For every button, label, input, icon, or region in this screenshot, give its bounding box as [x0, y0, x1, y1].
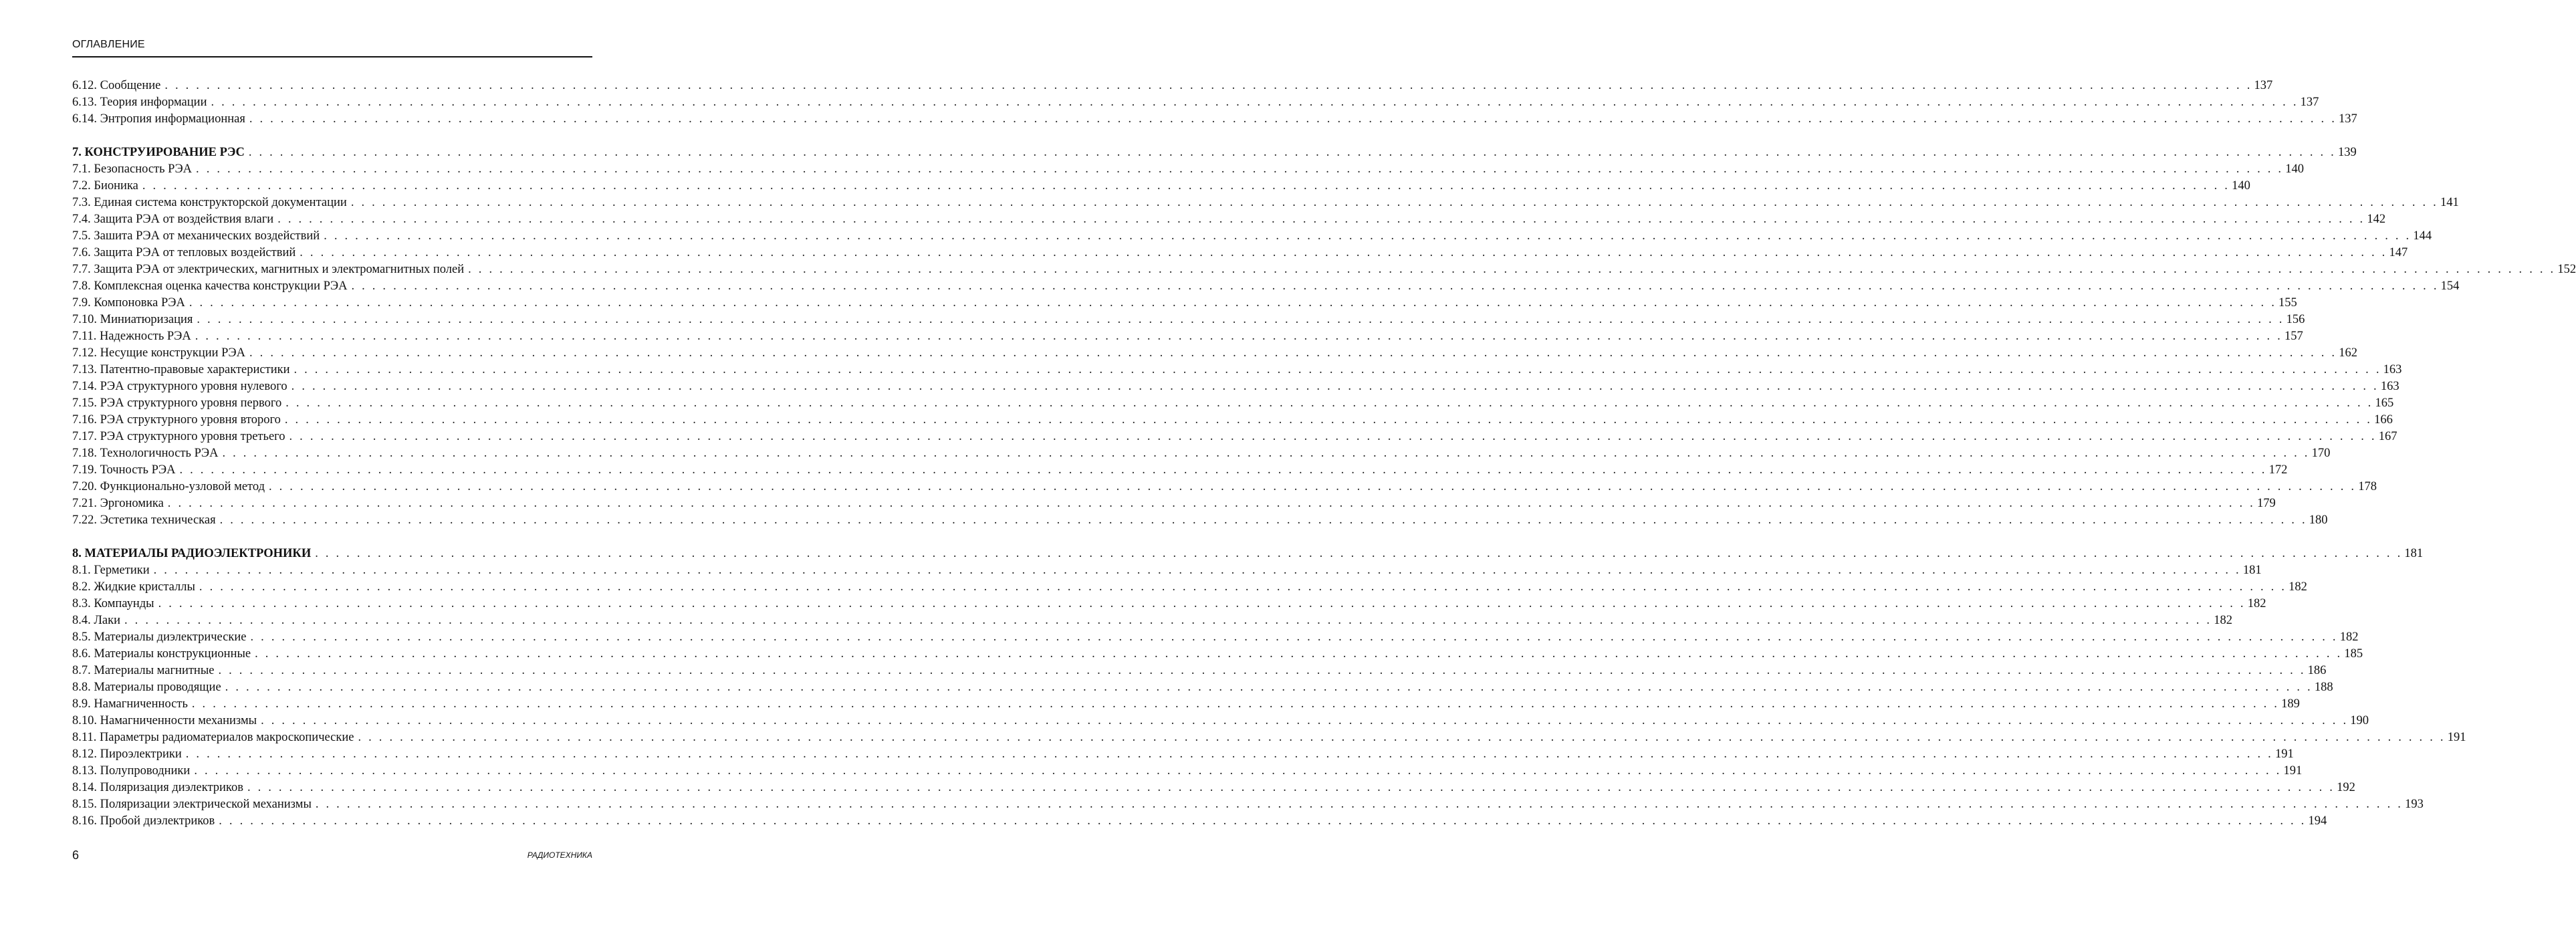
- table-of-contents: [72, 78, 2576, 830]
- entry-title: 7.6. Защита РЭА от тепловых воздействий: [72, 246, 296, 259]
- entry-page-number: 188: [2314, 681, 2333, 694]
- toc-section: [72, 546, 2466, 830]
- footer-page-number: 6: [72, 848, 80, 862]
- entry-page-number: 140: [2285, 162, 2304, 176]
- dot-leader: . . . . . . . . . . . . . . . . . . . . . . . . . . . . . . . . . . . . . . . . . . . . . . . . . . . . . . . . . . . . . . . . . . . . . . . . . . . . . . . . . . . . . . . . . . . . . . . . . . . . . . . . . . . . . . . . . . . . . . . . . . . . . . . . . . . . . . . . . . . . . . . . . . . . . . . . . . . . . . . . . . . . . . . . . . . . . . . . . . . . . . . . . . . . . . . . . . . . . . . .: [225, 681, 2313, 694]
- entry-title: 7.18. Технологичность РЭА: [72, 447, 219, 460]
- entry-page-number: 193: [2405, 798, 2424, 811]
- header-divider: [72, 56, 592, 57]
- toc-section: [72, 144, 2576, 529]
- dot-leader: . . . . . . . . . . . . . . . . . . . . . . . . . . . . . . . . . . . . . . . . . . . . . . . . . . . . . . . . . . . . . . . . . . . . . . . . . . . . . . . . . . . . . . . . . . . . . . . . . . . . . . . . . . . . . . . . . . . . . . . . . . . . . . . . . . . . . . . . . . . . . . . . . . . . . . . . . . . . . . . . . . . . . . . . . . . . . . . . . . . . . . . . . . . . . . . . . . . . . . . .: [199, 580, 2287, 594]
- dot-leader: . . . . . . . . . . . . . . . . . . . . . . . . . . . . . . . . . . . . . . . . . . . . . . . . . . . . . . . . . . . . . . . . . . . . . . . . . . . . . . . . . . . . . . . . . . . . . . . . . . . . . . . . . . . . . . . . . . . . . . . . . . . . . . . . . . . . . . . . . . . . . . . . . . . . . . . . . . . . . . . . . . . . . . . . . . . . . . . . . . . . . . . . . . . . . . . . . . . . . . . .: [197, 313, 2285, 326]
- dot-leader: . . . . . . . . . . . . . . . . . . . . . . . . . . . . . . . . . . . . . . . . . . . . . . . . . . . . . . . . . . . . . . . . . . . . . . . . . . . . . . . . . . . . . . . . . . . . . . . . . . . . . . . . . . . . . . . . . . . . . . . . . . . . . . . . . . . . . . . . . . . . . . . . . . . . . . . . . . . . . . . . . . . . . . . . . . . . . . . . . . . . . . . . . . . . . . . . . . . . . . . .: [219, 513, 2307, 527]
- entry-title: 6.14. Энтропия информационная: [72, 112, 245, 126]
- entry-page-number: 163: [2380, 380, 2399, 393]
- toc-entry: [72, 796, 2424, 813]
- entry-title: 8.13. Полупроводники: [72, 764, 191, 778]
- dot-leader: . . . . . . . . . . . . . . . . . . . . . . . . . . . . . . . . . . . . . . . . . . . . . . . . . . . . . . . . . . . . . . . . . . . . . . . . . . . . . . . . . . . . . . . . . . . . . . . . . . . . . . . . . . . . . . . . . . . . . . . . . . . . . . . . . . . . . . . . . . . . . . . . . . . . . . . . . . . . . . . . . . . . . . . . . . . . . . . . . . . . . . . . . . . . . . . . . . . . . . . .: [191, 697, 2280, 711]
- toc-entry: [72, 495, 2276, 512]
- entry-title: 7.2. Бионика: [72, 179, 138, 193]
- toc-entry: [72, 111, 2357, 128]
- dot-leader: . . . . . . . . . . . . . . . . . . . . . . . . . . . . . . . . . . . . . . . . . . . . . . . . . . . . . . . . . . . . . . . . . . . . . . . . . . . . . . . . . . . . . . . . . . . . . . . . . . . . . . . . . . . . . . . . . . . . . . . . . . . . . . . . . . . . . . . . . . . . . . . . . . . . . . . . . . . . . . . . . . . . . . . . . . . . . . . . . . . . . . . . . . . . . . . . . . . . . . . .: [350, 196, 2438, 209]
- entry-page-number: 144: [2413, 229, 2432, 243]
- entry-page-number: 172: [2268, 463, 2288, 477]
- toc-entry: [72, 345, 2357, 362]
- chapter-title: 8. МАТЕРИАЛЫ РАДИОЭЛЕКТРОНИКИ: [72, 547, 312, 560]
- entry-page-number: 181: [2242, 564, 2262, 577]
- dot-leader: . . . . . . . . . . . . . . . . . . . . . . . . . . . . . . . . . . . . . . . . . . . . . . . . . . . . . . . . . . . . . . . . . . . . . . . . . . . . . . . . . . . . . . . . . . . . . . . . . . . . . . . . . . . . . . . . . . . . . . . . . . . . . . . . . . . . . . . . . . . . . . . . . . . . . . . . . . . . . . . . . . . . . . . . . . . . . . . . . . . . . . . . . . . . . . . . . . . . . . . .: [250, 630, 2338, 644]
- entry-page-number: 165: [2375, 396, 2394, 410]
- entry-title: 8.2. Жидкие кристаллы: [72, 580, 195, 594]
- dot-leader: . . . . . . . . . . . . . . . . . . . . . . . . . . . . . . . . . . . . . . . . . . . . . . . . . . . . . . . . . . . . . . . . . . . . . . . . . . . . . . . . . . . . . . . . . . . . . . . . . . . . . . . . . . . . . . . . . . . . . . . . . . . . . . . . . . . . . . . . . . . . . . . . . . . . . . . . . . . . . . . . . . . . . . . . . . . . . . . . . . . . . . . . . . . . . . . . . . . . . . . .: [289, 430, 2377, 443]
- entry-title: 7.14. РЭА структурного уровня нулевого: [72, 380, 287, 393]
- toc-entry: [72, 813, 2327, 830]
- entry-title: 8.9. Намагниченность: [72, 697, 188, 711]
- dot-leader: . . . . . . . . . . . . . . . . . . . . . . . . . . . . . . . . . . . . . . . . . . . . . . . . . . . . . . . . . . . . . . . . . . . . . . . . . . . . . . . . . . . . . . . . . . . . . . . . . . . . . . . . . . . . . . . . . . . . . . . . . . . . . . . . . . . . . . . . . . . . . . . . . . . . . . . . . . . . . . . . . . . . . . . . . . . . . . . . . . . . . . . . . . . . . . . . . . . . . . . .: [153, 564, 2241, 577]
- toc-entry: [72, 412, 2393, 429]
- toc-entry: [72, 763, 2303, 780]
- toc-entry: [72, 512, 2328, 529]
- entry-title: 8.8. Материалы проводящие: [72, 681, 221, 694]
- toc-entry: [72, 612, 2232, 629]
- dot-leader: . . . . . . . . . . . . . . . . . . . . . . . . . . . . . . . . . . . . . . . . . . . . . . . . . . . . . . . . . . . . . . . . . . . . . . . . . . . . . . . . . . . . . . . . . . . . . . . . . . . . . . . . . . . . . . . . . . . . . . . . . . . . . . . . . . . . . . . . . . . . . . . . . . . . . . . . . . . . . . . . . . . . . . . . . . . . . . . . . . . . . . . . . . . . . . . . . . . . . . . .: [189, 296, 2277, 310]
- entry-title: 7.22. Эстетика техническая: [72, 513, 216, 527]
- footer-book-title: РАДИОТЕХНИКА: [527, 850, 592, 860]
- entry-title: 7.17. РЭА структурного уровня третьего: [72, 430, 285, 443]
- entry-title: 6.12. Сообщение: [72, 79, 161, 92]
- toc-entry: [72, 746, 2294, 763]
- entry-title: 7.1. Безопасность РЭА: [72, 162, 193, 176]
- entry-page-number: 141: [2440, 196, 2459, 209]
- dot-leader: . . . . . . . . . . . . . . . . . . . . . . . . . . . . . . . . . . . . . . . . . . . . . . . . . . . . . . . . . . . . . . . . . . . . . . . . . . . . . . . . . . . . . . . . . . . . . . . . . . . . . . . . . . . . . . . . . . . . . . . . . . . . . . . . . . . . . . . . . . . . . . . . . . . . . . . . . . . . . . . . . . . . . . . . . . . . . . . . . . . . . . . . . . . . . . . . . . . . . . . .: [294, 363, 2381, 376]
- dot-leader: . . . . . . . . . . . . . . . . . . . . . . . . . . . . . . . . . . . . . . . . . . . . . . . . . . . . . . . . . . . . . . . . . . . . . . . . . . . . . . . . . . . . . . . . . . . . . . . . . . . . . . . . . . . . . . . . . . . . . . . . . . . . . . . . . . . . . . . . . . . . . . . . . . . . . . . . . . . . . . . . . . . . . . . . . . . . . . . . . . . . . . . . . . . . . . . . . . . . . . . .: [468, 263, 2556, 276]
- entry-page-number: 167: [2378, 430, 2397, 443]
- dot-leader: . . . . . . . . . . . . . . . . . . . . . . . . . . . . . . . . . . . . . . . . . . . . . . . . . . . . . . . . . . . . . . . . . . . . . . . . . . . . . . . . . . . . . . . . . . . . . . . . . . . . . . . . . . . . . . . . . . . . . . . . . . . . . . . . . . . . . . . . . . . . . . . . . . . . . . . . . . . . . . . . . . . . . . . . . . . . . . . . . . . . . . . . . . . . . . . . . . . . . . . .: [195, 330, 2282, 343]
- entry-title: 8.1. Герметики: [72, 564, 150, 577]
- dot-leader: . . . . . . . . . . . . . . . . . . . . . . . . . . . . . . . . . . . . . . . . . . . . . . . . . . . . . . . . . . . . . . . . . . . . . . . . . . . . . . . . . . . . . . . . . . . . . . . . . . . . . . . . . . . . . . . . . . . . . . . . . . . . . . . . . . . . . . . . . . . . . . . . . . . . . . . . . . . . . . . . . . . . . . . . . . . . . . . . . . . . . . . . . . . . . . . . . . . . . . . .: [158, 597, 2246, 610]
- entry-page-number: 192: [2337, 781, 2355, 794]
- toc-entry: [72, 479, 2377, 495]
- toc-entry: [72, 596, 2266, 612]
- toc-entry: [72, 195, 2459, 211]
- running-header-title: ОГЛАВЛЕНИЕ: [72, 39, 145, 50]
- dot-leader: . . . . . . . . . . . . . . . . . . . . . . . . . . . . . . . . . . . . . . . . . . . . . . . . . . . . . . . . . . . . . . . . . . . . . . . . . . . . . . . . . . . . . . . . . . . . . . . . . . . . . . . . . . . . . . . . . . . . . . . . . . . . . . . . . . . . . . . . . . . . . . . . . . . . . . . . . . . . . . . . . . . . . . . . . . . . . . . . . . . . . . . . . . . . . . . . . . . . . . . .: [351, 279, 2439, 293]
- toc-entry: [72, 328, 2303, 345]
- entry-title: 7.8. Комплексная оценка качества конструкции РЭА: [72, 279, 348, 293]
- entry-page-number: 156: [2286, 313, 2305, 326]
- entry-page-number: 186: [2307, 664, 2327, 677]
- dot-leader: . . . . . . . . . . . . . . . . . . . . . . . . . . . . . . . . . . . . . . . . . . . . . . . . . . . . . . . . . . . . . . . . . . . . . . . . . . . . . . . . . . . . . . . . . . . . . . . . . . . . . . . . . . . . . . . . . . . . . . . . . . . . . . . . . . . . . . . . . . . . . . . . . . . . . . . . . . . . . . . . . . . . . . . . . . . . . . . . . . . . . . . . . . . . . . . . . . . . . . . .: [194, 764, 2282, 778]
- toc-entry: [72, 295, 2297, 312]
- toc-entry: [72, 228, 2432, 245]
- toc-entry: [72, 696, 2300, 713]
- entry-title: 8.15. Поляризации электрической механизмы: [72, 798, 312, 811]
- entry-page-number: 154: [2440, 279, 2460, 293]
- dot-leader: . . . . . . . . . . . . . . . . . . . . . . . . . . . . . . . . . . . . . . . . . . . . . . . . . . . . . . . . . . . . . . . . . . . . . . . . . . . . . . . . . . . . . . . . . . . . . . . . . . . . . . . . . . . . . . . . . . . . . . . . . . . . . . . . . . . . . . . . . . . . . . . . . . . . . . . . . . . . . . . . . . . . . . . . . . . . . . . . . . . . . . . . . . . . . . . . . . . . . . . .: [261, 714, 2349, 727]
- dot-leader: . . . . . . . . . . . . . . . . . . . . . . . . . . . . . . . . . . . . . . . . . . . . . . . . . . . . . . . . . . . . . . . . . . . . . . . . . . . . . . . . . . . . . . . . . . . . . . . . . . . . . . . . . . . . . . . . . . . . . . . . . . . . . . . . . . . . . . . . . . . . . . . . . . . . . . . . . . . . . . . . . . . . . . . . . . . . . . . . . . . . . . . . . . . . . . . . . . . . . . . .: [315, 547, 2403, 560]
- dot-leader: . . . . . . . . . . . . . . . . . . . . . . . . . . . . . . . . . . . . . . . . . . . . . . . . . . . . . . . . . . . . . . . . . . . . . . . . . . . . . . . . . . . . . . . . . . . . . . . . . . . . . . . . . . . . . . . . . . . . . . . . . . . . . . . . . . . . . . . . . . . . . . . . . . . . . . . . . . . . . . . . . . . . . . . . . . . . . . . . . . . . . . . . . . . . . . . . . . . . . . . .: [291, 380, 2379, 393]
- dot-leader: . . . . . . . . . . . . . . . . . . . . . . . . . . . . . . . . . . . . . . . . . . . . . . . . . . . . . . . . . . . . . . . . . . . . . . . . . . . . . . . . . . . . . . . . . . . . . . . . . . . . . . . . . . . . . . . . . . . . . . . . . . . . . . . . . . . . . . . . . . . . . . . . . . . . . . . . . . . . . . . . . . . . . . . . . . . . . . . . . . . . . . . . . . . . . . . . . . . . . . . .: [167, 497, 2255, 510]
- dot-leader: . . . . . . . . . . . . . . . . . . . . . . . . . . . . . . . . . . . . . . . . . . . . . . . . . . . . . . . . . . . . . . . . . . . . . . . . . . . . . . . . . . . . . . . . . . . . . . . . . . . . . . . . . . . . . . . . . . . . . . . . . . . . . . . . . . . . . . . . . . . . . . . . . . . . . . . . . . . . . . . . . . . . . . . . . . . . . . . . . . . . . . . . . . . . . . . . . . . . . . . .: [124, 614, 2212, 627]
- entry-title: 8.7. Материалы магнитные: [72, 664, 215, 677]
- toc-entry: [72, 629, 2359, 646]
- entry-title: 8.14. Поляризация диэлектриков: [72, 781, 243, 794]
- entry-title: 8.12. Пироэлектрики: [72, 747, 182, 761]
- entry-page-number: 178: [2358, 480, 2377, 493]
- toc-entry: [72, 445, 2331, 462]
- entry-title: 8.4. Лаки: [72, 614, 121, 627]
- toc-entry: [72, 713, 2369, 729]
- dot-leader: . . . . . . . . . . . . . . . . . . . . . . . . . . . . . . . . . . . . . . . . . . . . . . . . . . . . . . . . . . . . . . . . . . . . . . . . . . . . . . . . . . . . . . . . . . . . . . . . . . . . . . . . . . . . . . . . . . . . . . . . . . . . . . . . . . . . . . . . . . . . . . . . . . . . . . . . . . . . . . . . . . . . . . . . . . . . . . . . . . . . . . . . . . . . . . . . . . . . . . . .: [324, 229, 2412, 243]
- toc-entry: [72, 278, 2460, 295]
- entry-title: 7.16. РЭА структурного уровня второго: [72, 413, 281, 427]
- entry-page-number: 137: [2300, 96, 2319, 109]
- dot-leader: . . . . . . . . . . . . . . . . . . . . . . . . . . . . . . . . . . . . . . . . . . . . . . . . . . . . . . . . . . . . . . . . . . . . . . . . . . . . . . . . . . . . . . . . . . . . . . . . . . . . . . . . . . . . . . . . . . . . . . . . . . . . . . . . . . . . . . . . . . . . . . . . . . . . . . . . . . . . . . . . . . . . . . . . . . . . . . . . . . . . . . . . . . . . . . . . . . . . . . . .: [284, 413, 2373, 427]
- dot-leader: . . . . . . . . . . . . . . . . . . . . . . . . . . . . . . . . . . . . . . . . . . . . . . . . . . . . . . . . . . . . . . . . . . . . . . . . . . . . . . . . . . . . . . . . . . . . . . . . . . . . . . . . . . . . . . . . . . . . . . . . . . . . . . . . . . . . . . . . . . . . . . . . . . . . . . . . . . . . . . . . . . . . . . . . . . . . . . . . . . . . . . . . . . . . . . . . . . . . . . . .: [164, 79, 2252, 92]
- toc-chapter-heading: [72, 546, 2424, 562]
- entry-page-number: 194: [2308, 814, 2327, 828]
- entry-title: 7.3. Единая система конструкторской документации: [72, 196, 347, 209]
- toc-entry: [72, 579, 2307, 596]
- entry-title: 7.7. Защита РЭА от электрических, магнитных и электромагнитных полей: [72, 263, 465, 276]
- entry-title: 8.11. Параметры радиоматериалов макроскопические: [72, 731, 354, 744]
- entry-title: 8.16. Пробой диэлектриков: [72, 814, 215, 828]
- toc-entry: [72, 178, 2250, 195]
- dot-leader: . . . . . . . . . . . . . . . . . . . . . . . . . . . . . . . . . . . . . . . . . . . . . . . . . . . . . . . . . . . . . . . . . . . . . . . . . . . . . . . . . . . . . . . . . . . . . . . . . . . . . . . . . . . . . . . . . . . . . . . . . . . . . . . . . . . . . . . . . . . . . . . . . . . . . . . . . . . . . . . . . . . . . . . . . . . . . . . . . . . . . . . . . . . . . . . . . . . . . . . .: [255, 647, 2343, 661]
- toc-entry: [72, 94, 2319, 111]
- chapter-title: 7. КОНСТРУИРОВАНИЕ РЭС: [72, 146, 245, 159]
- dot-leader: . . . . . . . . . . . . . . . . . . . . . . . . . . . . . . . . . . . . . . . . . . . . . . . . . . . . . . . . . . . . . . . . . . . . . . . . . . . . . . . . . . . . . . . . . . . . . . . . . . . . . . . . . . . . . . . . . . . . . . . . . . . . . . . . . . . . . . . . . . . . . . . . . . . . . . . . . . . . . . . . . . . . . . . . . . . . . . . . . . . . . . . . . . . . . . . . . . . . . . . .: [249, 346, 2337, 360]
- dot-leader: . . . . . . . . . . . . . . . . . . . . . . . . . . . . . . . . . . . . . . . . . . . . . . . . . . . . . . . . . . . . . . . . . . . . . . . . . . . . . . . . . . . . . . . . . . . . . . . . . . . . . . . . . . . . . . . . . . . . . . . . . . . . . . . . . . . . . . . . . . . . . . . . . . . . . . . . . . . . . . . . . . . . . . . . . . . . . . . . . . . . . . . . . . . . . . . . . . . . . . . .: [277, 213, 2365, 226]
- entry-page-number: 182: [2339, 630, 2359, 644]
- entry-title: 8.6. Материалы конструкционные: [72, 647, 251, 661]
- entry-page-number: 152: [2557, 263, 2576, 276]
- dot-leader: . . . . . . . . . . . . . . . . . . . . . . . . . . . . . . . . . . . . . . . . . . . . . . . . . . . . . . . . . . . . . . . . . . . . . . . . . . . . . . . . . . . . . . . . . . . . . . . . . . . . . . . . . . . . . . . . . . . . . . . . . . . . . . . . . . . . . . . . . . . . . . . . . . . . . . . . . . . . . . . . . . . . . . . . . . . . . . . . . . . . . . . . . . . . . . . . . . . . . . . .: [196, 162, 2284, 176]
- entry-page-number: 137: [2254, 79, 2273, 92]
- toc-entry: [72, 211, 2386, 228]
- entry-page-number: 170: [2311, 447, 2331, 460]
- toc-entry: [72, 679, 2333, 696]
- toc-entry: [72, 312, 2305, 328]
- toc-entry: [72, 780, 2355, 796]
- entry-page-number: 155: [2278, 296, 2297, 310]
- entry-page-number: 147: [2389, 246, 2408, 259]
- dot-leader: . . . . . . . . . . . . . . . . . . . . . . . . . . . . . . . . . . . . . . . . . . . . . . . . . . . . . . . . . . . . . . . . . . . . . . . . . . . . . . . . . . . . . . . . . . . . . . . . . . . . . . . . . . . . . . . . . . . . . . . . . . . . . . . . . . . . . . . . . . . . . . . . . . . . . . . . . . . . . . . . . . . . . . . . . . . . . . . . . . . . . . . . . . . . . . . . . . . . . . . .: [222, 447, 2310, 460]
- dot-leader: . . . . . . . . . . . . . . . . . . . . . . . . . . . . . . . . . . . . . . . . . . . . . . . . . . . . . . . . . . . . . . . . . . . . . . . . . . . . . . . . . . . . . . . . . . . . . . . . . . . . . . . . . . . . . . . . . . . . . . . . . . . . . . . . . . . . . . . . . . . . . . . . . . . . . . . . . . . . . . . . . . . . . . . . . . . . . . . . . . . . . . . . . . . . . . . . . . . . . . . .: [358, 731, 2446, 744]
- dot-leader: . . . . . . . . . . . . . . . . . . . . . . . . . . . . . . . . . . . . . . . . . . . . . . . . . . . . . . . . . . . . . . . . . . . . . . . . . . . . . . . . . . . . . . . . . . . . . . . . . . . . . . . . . . . . . . . . . . . . . . . . . . . . . . . . . . . . . . . . . . . . . . . . . . . . . . . . . . . . . . . . . . . . . . . . . . . . . . . . . . . . . . . . . . . . . . . . . . . . . . . .: [249, 112, 2337, 126]
- entry-title: 6.13. Теория информации: [72, 96, 207, 109]
- entry-page-number: 157: [2284, 330, 2303, 343]
- entry-page-number: 182: [2289, 580, 2307, 594]
- toc-entry: [72, 161, 2304, 178]
- toc-entry: [72, 378, 2399, 395]
- toc-entry: [72, 562, 2262, 579]
- entry-page-number: 191: [2283, 764, 2303, 778]
- entry-title: 8.3. Компаунды: [72, 597, 154, 610]
- entry-page-number: 181: [2404, 547, 2424, 560]
- entry-title: 7.9. Компоновка РЭА: [72, 296, 185, 310]
- entry-title: 7.5. Зашита РЭА от механических воздействий: [72, 229, 320, 243]
- toc-entry: [72, 395, 2394, 412]
- dot-leader: . . . . . . . . . . . . . . . . . . . . . . . . . . . . . . . . . . . . . . . . . . . . . . . . . . . . . . . . . . . . . . . . . . . . . . . . . . . . . . . . . . . . . . . . . . . . . . . . . . . . . . . . . . . . . . . . . . . . . . . . . . . . . . . . . . . . . . . . . . . . . . . . . . . . . . . . . . . . . . . . . . . . . . . . . . . . . . . . . . . . . . . . . . . . . . . . . . . . . . . .: [315, 798, 2404, 811]
- entry-page-number: 179: [2256, 497, 2276, 510]
- toc-entry: [72, 245, 2408, 261]
- dot-leader: . . . . . . . . . . . . . . . . . . . . . . . . . . . . . . . . . . . . . . . . . . . . . . . . . . . . . . . . . . . . . . . . . . . . . . . . . . . . . . . . . . . . . . . . . . . . . . . . . . . . . . . . . . . . . . . . . . . . . . . . . . . . . . . . . . . . . . . . . . . . . . . . . . . . . . . . . . . . . . . . . . . . . . . . . . . . . . . . . . . . . . . . . . . . . . . . . . . . . . . .: [179, 463, 2267, 477]
- entry-title: 7.12. Несущие конструкции РЭА: [72, 346, 246, 360]
- dot-leader: . . . . . . . . . . . . . . . . . . . . . . . . . . . . . . . . . . . . . . . . . . . . . . . . . . . . . . . . . . . . . . . . . . . . . . . . . . . . . . . . . . . . . . . . . . . . . . . . . . . . . . . . . . . . . . . . . . . . . . . . . . . . . . . . . . . . . . . . . . . . . . . . . . . . . . . . . . . . . . . . . . . . . . . . . . . . . . . . . . . . . . . . . . . . . . . . . . . . . . . .: [285, 396, 2373, 410]
- entry-page-number: 185: [2344, 647, 2363, 661]
- entry-title: 7.11. Надежность РЭА: [72, 330, 191, 343]
- entry-page-number: 142: [2367, 213, 2386, 226]
- entry-title: 7.15. РЭА структурного уровня первого: [72, 396, 282, 410]
- dot-leader: . . . . . . . . . . . . . . . . . . . . . . . . . . . . . . . . . . . . . . . . . . . . . . . . . . . . . . . . . . . . . . . . . . . . . . . . . . . . . . . . . . . . . . . . . . . . . . . . . . . . . . . . . . . . . . . . . . . . . . . . . . . . . . . . . . . . . . . . . . . . . . . . . . . . . . . . . . . . . . . . . . . . . . . . . . . . . . . . . . . . . . . . . . . . . . . . . . . . . . . .: [219, 814, 2307, 828]
- toc-entry: [72, 663, 2327, 679]
- entry-page-number: 190: [2350, 714, 2369, 727]
- entry-title: 8.5. Материалы диэлектрические: [72, 630, 247, 644]
- dot-leader: . . . . . . . . . . . . . . . . . . . . . . . . . . . . . . . . . . . . . . . . . . . . . . . . . . . . . . . . . . . . . . . . . . . . . . . . . . . . . . . . . . . . . . . . . . . . . . . . . . . . . . . . . . . . . . . . . . . . . . . . . . . . . . . . . . . . . . . . . . . . . . . . . . . . . . . . . . . . . . . . . . . . . . . . . . . . . . . . . . . . . . . . . . . . . . . . . . . . . . . .: [300, 246, 2387, 259]
- toc-entry: [72, 78, 2273, 94]
- dot-leader: . . . . . . . . . . . . . . . . . . . . . . . . . . . . . . . . . . . . . . . . . . . . . . . . . . . . . . . . . . . . . . . . . . . . . . . . . . . . . . . . . . . . . . . . . . . . . . . . . . . . . . . . . . . . . . . . . . . . . . . . . . . . . . . . . . . . . . . . . . . . . . . . . . . . . . . . . . . . . . . . . . . . . . . . . . . . . . . . . . . . . . . . . . . . . . . . . . . . . . . .: [248, 146, 2336, 159]
- toc-entry: [72, 462, 2288, 479]
- toc-entry: [72, 261, 2576, 278]
- entry-page-number: 182: [2214, 614, 2232, 627]
- dot-leader: . . . . . . . . . . . . . . . . . . . . . . . . . . . . . . . . . . . . . . . . . . . . . . . . . . . . . . . . . . . . . . . . . . . . . . . . . . . . . . . . . . . . . . . . . . . . . . . . . . . . . . . . . . . . . . . . . . . . . . . . . . . . . . . . . . . . . . . . . . . . . . . . . . . . . . . . . . . . . . . . . . . . . . . . . . . . . . . . . . . . . . . . . . . . . . . . . . . . . . . .: [218, 664, 2306, 677]
- toc-entry: [72, 362, 2402, 378]
- entry-page-number: 140: [2232, 179, 2250, 193]
- toc-entry: [72, 429, 2397, 445]
- dot-leader: . . . . . . . . . . . . . . . . . . . . . . . . . . . . . . . . . . . . . . . . . . . . . . . . . . . . . . . . . . . . . . . . . . . . . . . . . . . . . . . . . . . . . . . . . . . . . . . . . . . . . . . . . . . . . . . . . . . . . . . . . . . . . . . . . . . . . . . . . . . . . . . . . . . . . . . . . . . . . . . . . . . . . . . . . . . . . . . . . . . . . . . . . . . . . . . . . . . . . . . .: [142, 179, 2230, 193]
- entry-page-number: 162: [2339, 346, 2357, 360]
- entry-title: 7.20. Функционально-узловой метод: [72, 480, 265, 493]
- toc-section: [72, 78, 2357, 128]
- entry-title: 7.10. Миниатюризация: [72, 313, 193, 326]
- entry-page-number: 166: [2374, 413, 2393, 427]
- toc-entry: [72, 646, 2363, 663]
- entry-page-number: 191: [2274, 747, 2294, 761]
- dot-leader: . . . . . . . . . . . . . . . . . . . . . . . . . . . . . . . . . . . . . . . . . . . . . . . . . . . . . . . . . . . . . . . . . . . . . . . . . . . . . . . . . . . . . . . . . . . . . . . . . . . . . . . . . . . . . . . . . . . . . . . . . . . . . . . . . . . . . . . . . . . . . . . . . . . . . . . . . . . . . . . . . . . . . . . . . . . . . . . . . . . . . . . . . . . . . . . . . . . . . . . .: [185, 747, 2273, 761]
- entry-title: 7.21. Эргономика: [72, 497, 164, 510]
- dot-leader: . . . . . . . . . . . . . . . . . . . . . . . . . . . . . . . . . . . . . . . . . . . . . . . . . . . . . . . . . . . . . . . . . . . . . . . . . . . . . . . . . . . . . . . . . . . . . . . . . . . . . . . . . . . . . . . . . . . . . . . . . . . . . . . . . . . . . . . . . . . . . . . . . . . . . . . . . . . . . . . . . . . . . . . . . . . . . . . . . . . . . . . . . . . . . . . . . . . . . . . .: [247, 781, 2335, 794]
- entry-page-number: 137: [2339, 112, 2357, 126]
- entry-page-number: 139: [2338, 146, 2357, 159]
- toc-entry: [72, 729, 2466, 746]
- entry-page-number: 182: [2247, 597, 2266, 610]
- entry-page-number: 189: [2281, 697, 2300, 711]
- entry-title: 7.13. Патентно-правовые характеристики: [72, 363, 290, 376]
- entry-page-number: 180: [2309, 513, 2328, 527]
- entry-title: 7.19. Точность РЭА: [72, 463, 176, 477]
- dot-leader: . . . . . . . . . . . . . . . . . . . . . . . . . . . . . . . . . . . . . . . . . . . . . . . . . . . . . . . . . . . . . . . . . . . . . . . . . . . . . . . . . . . . . . . . . . . . . . . . . . . . . . . . . . . . . . . . . . . . . . . . . . . . . . . . . . . . . . . . . . . . . . . . . . . . . . . . . . . . . . . . . . . . . . . . . . . . . . . . . . . . . . . . . . . . . . . . . . . . . . . .: [211, 96, 2299, 109]
- entry-page-number: 191: [2447, 731, 2466, 744]
- entry-title: 7.4. Защита РЭА от воздействия влаги: [72, 213, 274, 226]
- toc-chapter-heading: [72, 144, 2357, 161]
- entry-title: 8.10. Намагниченности механизмы: [72, 714, 257, 727]
- entry-page-number: 163: [2383, 363, 2402, 376]
- dot-leader: . . . . . . . . . . . . . . . . . . . . . . . . . . . . . . . . . . . . . . . . . . . . . . . . . . . . . . . . . . . . . . . . . . . . . . . . . . . . . . . . . . . . . . . . . . . . . . . . . . . . . . . . . . . . . . . . . . . . . . . . . . . . . . . . . . . . . . . . . . . . . . . . . . . . . . . . . . . . . . . . . . . . . . . . . . . . . . . . . . . . . . . . . . . . . . . . . . . . . . . .: [269, 480, 2357, 493]
